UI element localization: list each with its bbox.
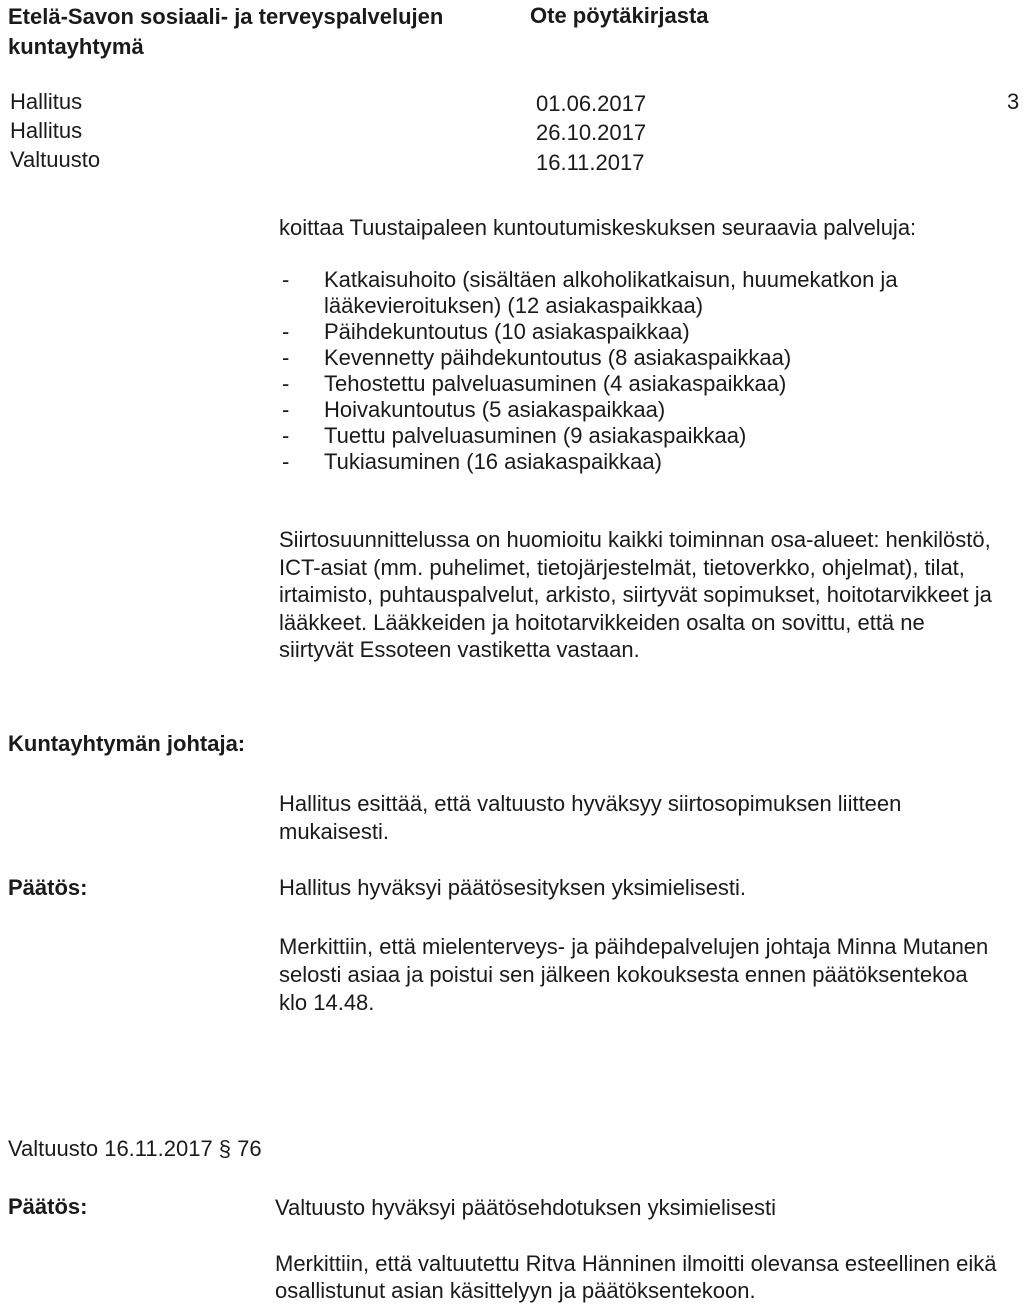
services-list: [279, 267, 999, 475]
page-number: 3: [1007, 89, 1020, 114]
transfer-planning-paragraph: Siirtosuunnittelussa on huomioitu kaikki toiminnan osa-alueet: henkilöstö, ICT-asiat (mm. puhelimet, tietojärjestelmät, tietoverkko, ohjelmat), tilat, irtaimisto, puhtauspalvelut, arkisto, siirtyvät sopimukset, hoitotarvikkeet ja lääkkeet. Lääkkeiden ja hoitotarvikkeiden osalta on sovittu, että ne siirtyvät Essoteen vastiketta vastaan.: [279, 527, 992, 662]
meeting-date-1: 01.06.2017: [536, 91, 647, 116]
organization-name: Etelä-Savon sosiaali- ja terveyspalvelujen kuntayhtymä: [8, 4, 444, 59]
meeting-body-2: Hallitus: [10, 118, 83, 143]
meeting-date-2: 26.10.2017: [536, 120, 647, 145]
meeting-body-1: Hallitus: [10, 89, 83, 114]
list-item: - Katkaisuhoito (sisältäen alkoholikatkaisun, huumekatkon ja lääkevieroituksen) (12 asiakaspaikkaa): [279, 267, 999, 319]
director-label: Kuntayhtymän johtaja:: [8, 731, 246, 756]
list-item: - Hoivakuntoutus (5 asiakaspaikkaa): [279, 397, 999, 423]
list-item: - Tehostettu palveluasuminen (4 asiakaspaikkaa): [279, 371, 999, 397]
director-proposal: Hallitus esittää, että valtuusto hyväksyy siirtosopimuksen liitteen mukaisesti.: [279, 791, 902, 844]
council-decision-text: Valtuusto hyväksyi päätösehdotuksen yksimielisesti: [275, 1195, 776, 1220]
list-item: - Kevennetty päihdekuntoutus (8 asiakaspaikkaa): [279, 345, 999, 371]
list-item: - Tukiasuminen (16 asiakaspaikkaa): [279, 449, 999, 475]
intro-text: koittaa Tuustaipaleen kuntoutumiskeskuksen seuraavia palveluja:: [279, 215, 917, 240]
board-decision-label: Päätös:: [8, 875, 88, 900]
list-item: - Tuettu palveluasuminen (9 asiakaspaikkaa): [279, 423, 999, 449]
board-decision-text: Hallitus hyväksyi päätösesityksen yksimielisesti.: [279, 875, 747, 900]
council-heading: Valtuusto 16.11.2017 § 76: [8, 1136, 262, 1161]
council-decision-label: Päätös:: [8, 1194, 88, 1219]
council-note: Merkittiin, että valtuutettu Ritva Hänninen ilmoitti olevansa esteellinen eikä osallistunut asian käsittelyyn ja päätöksentekoon.: [275, 1251, 997, 1303]
board-decision-note: Merkittiin, että mielenterveys- ja päihdepalvelujen johtaja Minna Mutanen selosti asiaa ja poistui sen jälkeen kokouksesta ennen päätöksentekoa klo 14.48.: [279, 934, 989, 1015]
document-type: Ote pöytäkirjasta: [530, 3, 709, 28]
meeting-date-3: 16.11.2017: [536, 150, 645, 175]
list-item: - Päihdekuntoutus (10 asiakaspaikkaa): [279, 319, 999, 345]
meeting-body-3: Valtuusto: [10, 147, 101, 172]
